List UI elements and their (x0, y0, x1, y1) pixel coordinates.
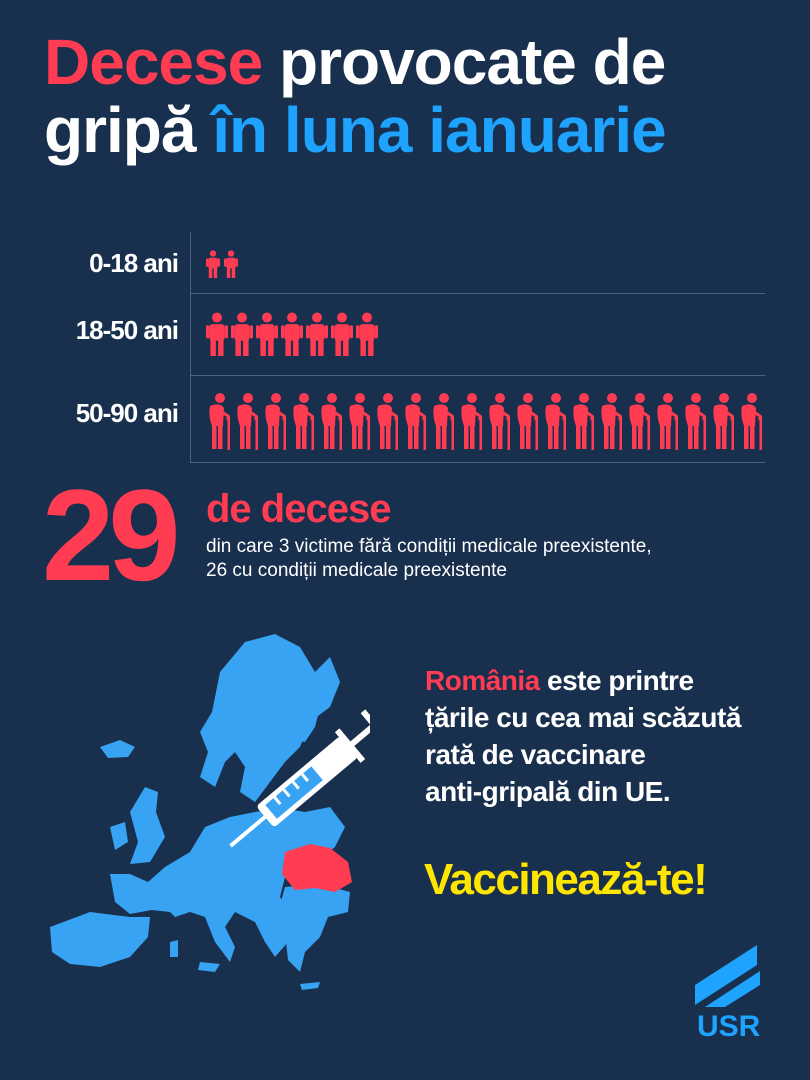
elderly-person-with-cane-icon (234, 392, 260, 455)
headline-rest-2: în luna ianuarie (212, 94, 666, 166)
elderly-person-with-cane-icon (710, 392, 736, 455)
row-divider (190, 293, 765, 294)
usr-logo-icon (695, 945, 765, 1007)
headline-word-decese: Decese (44, 26, 263, 98)
person-icon (306, 306, 328, 367)
elderly-person-with-cane-icon (570, 392, 596, 455)
icons-row-18-50 (206, 306, 381, 367)
elderly-person-with-cane-icon (682, 392, 708, 455)
person-icon (356, 306, 378, 367)
person-icon (331, 306, 353, 367)
elderly-person-with-cane-icon (598, 392, 624, 455)
statement-rest-1: este printre (547, 665, 694, 696)
person-icon (206, 306, 228, 367)
headline-rest-1: provocate de (278, 26, 666, 98)
elderly-person-with-cane-icon (290, 392, 316, 455)
icons-row-50-90 (206, 392, 766, 455)
total-deaths-label: de decese (206, 487, 391, 531)
elderly-person-with-cane-icon (542, 392, 568, 455)
chart-divider-vertical (190, 232, 191, 462)
person-icon (256, 306, 278, 367)
europe-map-icon (30, 612, 370, 1002)
headline (44, 28, 784, 164)
person-icon (224, 246, 238, 287)
elderly-person-with-cane-icon (262, 392, 288, 455)
total-deaths-detail (206, 535, 776, 583)
elderly-person-with-cane-icon (626, 392, 652, 455)
call-to-action: Vaccinează-te! (424, 855, 707, 904)
elderly-person-with-cane-icon (346, 392, 372, 455)
usr-logo-text: USR (697, 1010, 761, 1043)
elderly-person-with-cane-icon (318, 392, 344, 455)
statement-line-4: anti-gripală din UE. (425, 776, 671, 807)
person-icon (231, 306, 253, 367)
elderly-person-with-cane-icon (738, 392, 764, 455)
elderly-person-with-cane-icon (486, 392, 512, 455)
row-divider (190, 375, 765, 376)
age-label: 0-18 ani (89, 248, 178, 278)
total-deaths-number: 29 (42, 462, 175, 608)
age-label: 50-90 ani (75, 398, 178, 428)
statement-line-3: rată de vaccinare (425, 739, 646, 770)
vaccination-statement (425, 662, 785, 810)
elderly-person-with-cane-icon (654, 392, 680, 455)
person-icon (281, 306, 303, 367)
statement-line-2: țările cu cea mai scăzută (425, 702, 741, 733)
icons-row-0-18 (206, 246, 242, 287)
headline-word-gripa: gripă (44, 94, 196, 166)
detail-line-2: 26 cu condiții medicale preexistente (206, 560, 508, 581)
elderly-person-with-cane-icon (374, 392, 400, 455)
age-label: 18-50 ani (75, 315, 178, 345)
elderly-person-with-cane-icon (402, 392, 428, 455)
elderly-person-with-cane-icon (458, 392, 484, 455)
statement-highlight: România (425, 665, 540, 696)
detail-line-1: din care 3 victime fără condiții medicale preexistente, (206, 536, 652, 557)
person-icon (206, 246, 220, 287)
row-divider (190, 462, 765, 463)
elderly-person-with-cane-icon (430, 392, 456, 455)
elderly-person-with-cane-icon (206, 392, 232, 455)
elderly-person-with-cane-icon (514, 392, 540, 455)
